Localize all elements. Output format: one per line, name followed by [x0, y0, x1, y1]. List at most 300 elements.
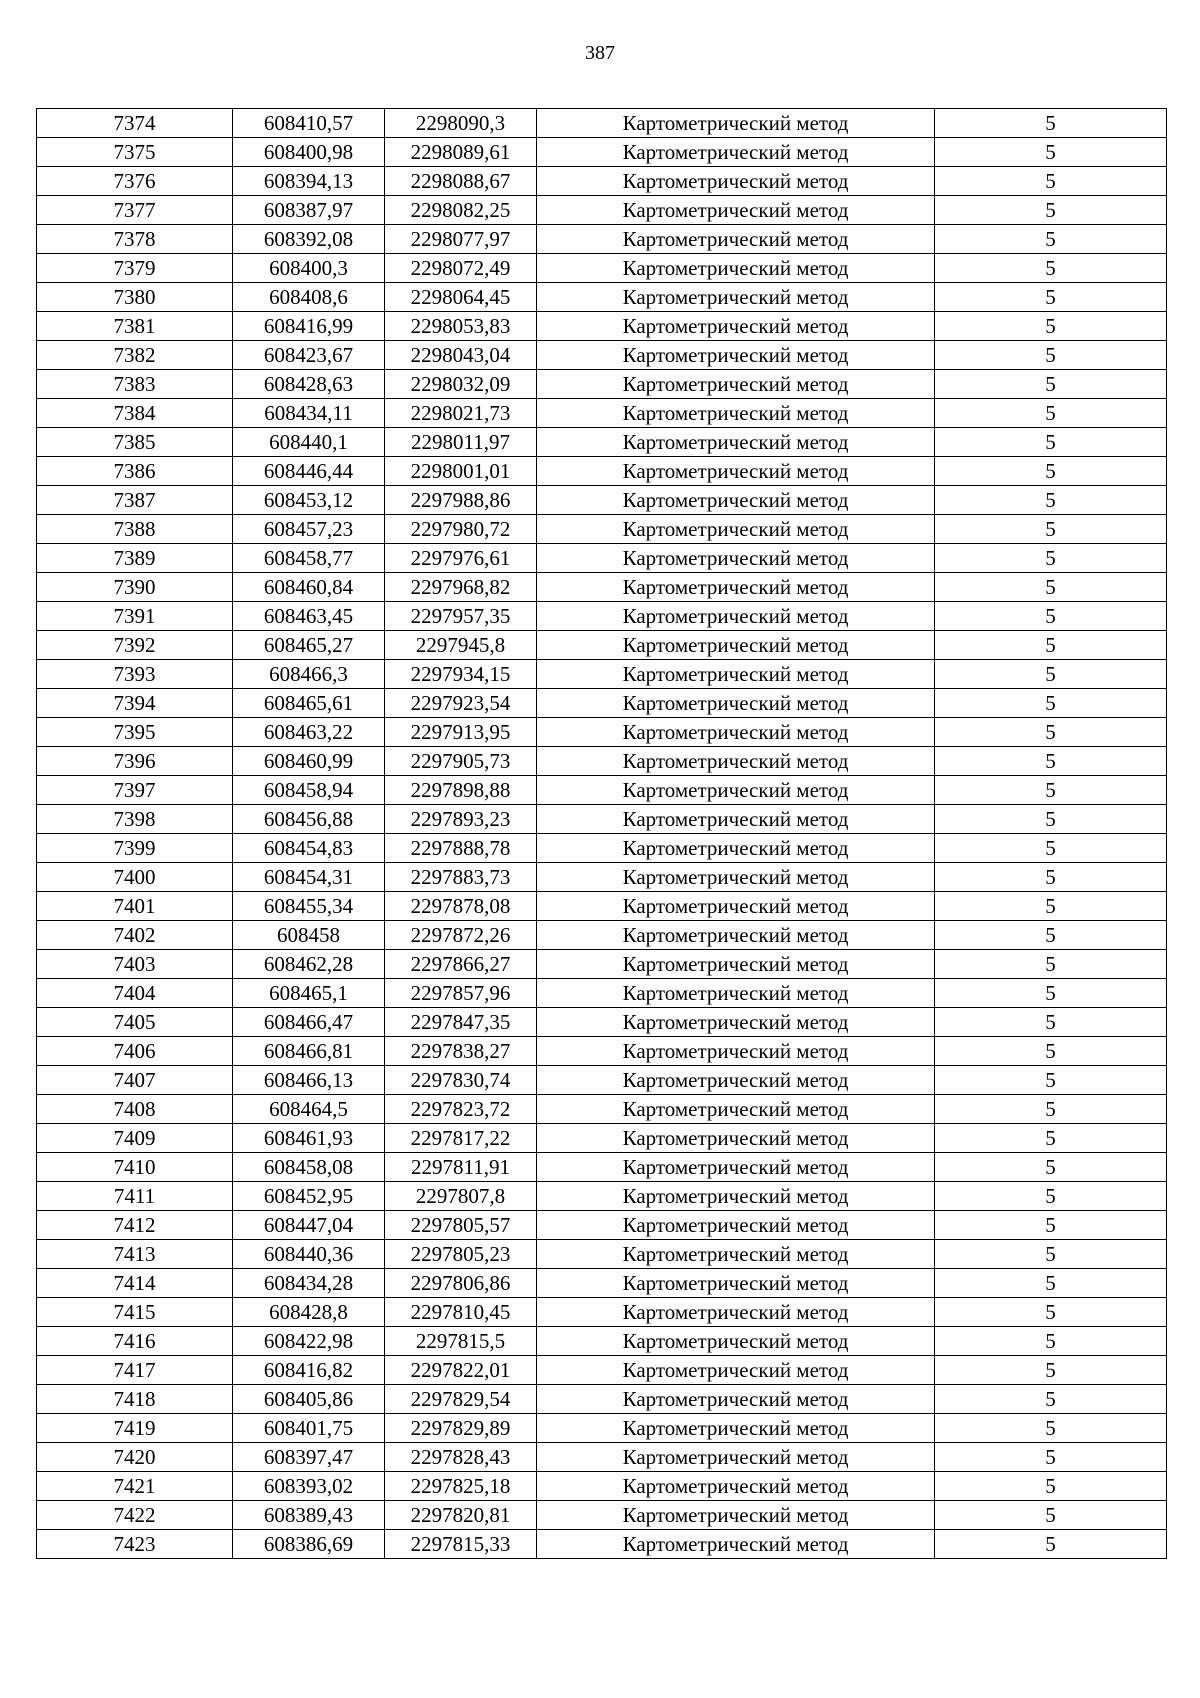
accuracy-cell: 5	[935, 486, 1167, 515]
accuracy-cell: 5	[935, 1414, 1167, 1443]
y-coordinate-cell: 2298043,04	[385, 341, 537, 370]
y-coordinate-cell: 2297823,72	[385, 1095, 537, 1124]
method-cell: Картометрический метод	[537, 921, 935, 950]
y-coordinate-cell: 2297829,54	[385, 1385, 537, 1414]
point-number-cell: 7384	[37, 399, 233, 428]
accuracy-cell: 5	[935, 1501, 1167, 1530]
x-coordinate-cell: 608386,69	[233, 1530, 385, 1559]
method-cell: Картометрический метод	[537, 1298, 935, 1327]
x-coordinate-cell: 608460,84	[233, 573, 385, 602]
point-number-cell: 7401	[37, 892, 233, 921]
table-row	[37, 1298, 1167, 1327]
accuracy-cell: 5	[935, 428, 1167, 457]
table-row	[37, 1240, 1167, 1269]
method-cell: Картометрический метод	[537, 1356, 935, 1385]
y-coordinate-cell: 2297829,89	[385, 1414, 537, 1443]
y-coordinate-cell: 2298082,25	[385, 196, 537, 225]
x-coordinate-cell: 608465,27	[233, 631, 385, 660]
y-coordinate-cell: 2297815,5	[385, 1327, 537, 1356]
x-coordinate-cell: 608453,12	[233, 486, 385, 515]
accuracy-cell: 5	[935, 1153, 1167, 1182]
method-cell: Картометрический метод	[537, 834, 935, 863]
point-number-cell: 7412	[37, 1211, 233, 1240]
y-coordinate-cell: 2297805,57	[385, 1211, 537, 1240]
method-cell: Картометрический метод	[537, 138, 935, 167]
table-row	[37, 689, 1167, 718]
point-number-cell: 7375	[37, 138, 233, 167]
method-cell: Картометрический метод	[537, 428, 935, 457]
table-row	[37, 225, 1167, 254]
point-number-cell: 7400	[37, 863, 233, 892]
method-cell: Картометрический метод	[537, 1211, 935, 1240]
method-cell: Картометрический метод	[537, 660, 935, 689]
point-number-cell: 7390	[37, 573, 233, 602]
y-coordinate-cell: 2297872,26	[385, 921, 537, 950]
y-coordinate-cell: 2298011,97	[385, 428, 537, 457]
y-coordinate-cell: 2297805,23	[385, 1240, 537, 1269]
accuracy-cell: 5	[935, 1298, 1167, 1327]
table-row	[37, 109, 1167, 138]
x-coordinate-cell: 608447,04	[233, 1211, 385, 1240]
method-cell: Картометрический метод	[537, 747, 935, 776]
x-coordinate-cell: 608452,95	[233, 1182, 385, 1211]
table-row	[37, 1037, 1167, 1066]
method-cell: Картометрический метод	[537, 1385, 935, 1414]
x-coordinate-cell: 608428,63	[233, 370, 385, 399]
y-coordinate-cell: 2297923,54	[385, 689, 537, 718]
accuracy-cell: 5	[935, 544, 1167, 573]
accuracy-cell: 5	[935, 950, 1167, 979]
y-coordinate-cell: 2297857,96	[385, 979, 537, 1008]
point-number-cell: 7395	[37, 718, 233, 747]
y-coordinate-cell: 2297866,27	[385, 950, 537, 979]
coordinates-table-body	[37, 109, 1167, 1559]
x-coordinate-cell: 608389,43	[233, 1501, 385, 1530]
method-cell: Картометрический метод	[537, 1443, 935, 1472]
y-coordinate-cell: 2297820,81	[385, 1501, 537, 1530]
x-coordinate-cell: 608458,77	[233, 544, 385, 573]
y-coordinate-cell: 2297807,8	[385, 1182, 537, 1211]
x-coordinate-cell: 608463,22	[233, 718, 385, 747]
x-coordinate-cell: 608428,8	[233, 1298, 385, 1327]
table-row	[37, 544, 1167, 573]
accuracy-cell: 5	[935, 254, 1167, 283]
y-coordinate-cell: 2297838,27	[385, 1037, 537, 1066]
table-row	[37, 312, 1167, 341]
table-row	[37, 718, 1167, 747]
x-coordinate-cell: 608466,81	[233, 1037, 385, 1066]
method-cell: Картометрический метод	[537, 370, 935, 399]
table-row	[37, 1269, 1167, 1298]
accuracy-cell: 5	[935, 921, 1167, 950]
point-number-cell: 7388	[37, 515, 233, 544]
table-row	[37, 1530, 1167, 1559]
table-row	[37, 1066, 1167, 1095]
point-number-cell: 7406	[37, 1037, 233, 1066]
point-number-cell: 7403	[37, 950, 233, 979]
accuracy-cell: 5	[935, 863, 1167, 892]
method-cell: Картометрический метод	[537, 1008, 935, 1037]
point-number-cell: 7389	[37, 544, 233, 573]
accuracy-cell: 5	[935, 399, 1167, 428]
point-number-cell: 7382	[37, 341, 233, 370]
x-coordinate-cell: 608394,13	[233, 167, 385, 196]
table-row	[37, 341, 1167, 370]
point-number-cell: 7420	[37, 1443, 233, 1472]
method-cell: Картометрический метод	[537, 1182, 935, 1211]
table-row	[37, 892, 1167, 921]
y-coordinate-cell: 2297806,86	[385, 1269, 537, 1298]
accuracy-cell: 5	[935, 370, 1167, 399]
x-coordinate-cell: 608461,93	[233, 1124, 385, 1153]
y-coordinate-cell: 2298090,3	[385, 109, 537, 138]
method-cell: Картометрический метод	[537, 1124, 935, 1153]
y-coordinate-cell: 2297883,73	[385, 863, 537, 892]
y-coordinate-cell: 2297830,74	[385, 1066, 537, 1095]
table-row	[37, 660, 1167, 689]
point-number-cell: 7415	[37, 1298, 233, 1327]
point-number-cell: 7423	[37, 1530, 233, 1559]
accuracy-cell: 5	[935, 1443, 1167, 1472]
x-coordinate-cell: 608458	[233, 921, 385, 950]
table-row	[37, 1211, 1167, 1240]
method-cell: Картометрический метод	[537, 1153, 935, 1182]
table-row	[37, 1414, 1167, 1443]
point-number-cell: 7396	[37, 747, 233, 776]
y-coordinate-cell: 2297913,95	[385, 718, 537, 747]
accuracy-cell: 5	[935, 718, 1167, 747]
accuracy-cell: 5	[935, 1240, 1167, 1269]
point-number-cell: 7397	[37, 776, 233, 805]
method-cell: Картометрический метод	[537, 1530, 935, 1559]
method-cell: Картометрический метод	[537, 573, 935, 602]
accuracy-cell: 5	[935, 573, 1167, 602]
x-coordinate-cell: 608410,57	[233, 109, 385, 138]
table-row	[37, 196, 1167, 225]
y-coordinate-cell: 2297934,15	[385, 660, 537, 689]
table-row	[37, 834, 1167, 863]
x-coordinate-cell: 608465,61	[233, 689, 385, 718]
table-row	[37, 921, 1167, 950]
accuracy-cell: 5	[935, 109, 1167, 138]
y-coordinate-cell: 2298089,61	[385, 138, 537, 167]
method-cell: Картометрический метод	[537, 1037, 935, 1066]
y-coordinate-cell: 2297810,45	[385, 1298, 537, 1327]
point-number-cell: 7407	[37, 1066, 233, 1095]
point-number-cell: 7414	[37, 1269, 233, 1298]
table-row	[37, 1124, 1167, 1153]
method-cell: Картометрический метод	[537, 225, 935, 254]
table-row	[37, 747, 1167, 776]
y-coordinate-cell: 2297815,33	[385, 1530, 537, 1559]
table-row	[37, 573, 1167, 602]
x-coordinate-cell: 608440,1	[233, 428, 385, 457]
method-cell: Картометрический метод	[537, 399, 935, 428]
y-coordinate-cell: 2298001,01	[385, 457, 537, 486]
method-cell: Картометрический метод	[537, 805, 935, 834]
table-row	[37, 631, 1167, 660]
table-row	[37, 167, 1167, 196]
point-number-cell: 7402	[37, 921, 233, 950]
x-coordinate-cell: 608464,5	[233, 1095, 385, 1124]
method-cell: Картометрический метод	[537, 283, 935, 312]
y-coordinate-cell: 2298072,49	[385, 254, 537, 283]
x-coordinate-cell: 608393,02	[233, 1472, 385, 1501]
y-coordinate-cell: 2297980,72	[385, 515, 537, 544]
table-row	[37, 254, 1167, 283]
method-cell: Картометрический метод	[537, 544, 935, 573]
x-coordinate-cell: 608392,08	[233, 225, 385, 254]
x-coordinate-cell: 608466,13	[233, 1066, 385, 1095]
point-number-cell: 7404	[37, 979, 233, 1008]
accuracy-cell: 5	[935, 1327, 1167, 1356]
accuracy-cell: 5	[935, 1356, 1167, 1385]
table-row	[37, 515, 1167, 544]
method-cell: Картометрический метод	[537, 457, 935, 486]
accuracy-cell: 5	[935, 341, 1167, 370]
x-coordinate-cell: 608454,83	[233, 834, 385, 863]
table-row	[37, 1385, 1167, 1414]
table-row	[37, 863, 1167, 892]
method-cell: Картометрический метод	[537, 1095, 935, 1124]
y-coordinate-cell: 2297822,01	[385, 1356, 537, 1385]
table-row	[37, 486, 1167, 515]
method-cell: Картометрический метод	[537, 950, 935, 979]
y-coordinate-cell: 2297898,88	[385, 776, 537, 805]
page-number: 387	[585, 42, 615, 64]
accuracy-cell: 5	[935, 979, 1167, 1008]
y-coordinate-cell: 2298088,67	[385, 167, 537, 196]
accuracy-cell: 5	[935, 1385, 1167, 1414]
method-cell: Картометрический метод	[537, 863, 935, 892]
x-coordinate-cell: 608457,23	[233, 515, 385, 544]
accuracy-cell: 5	[935, 602, 1167, 631]
point-number-cell: 7417	[37, 1356, 233, 1385]
accuracy-cell: 5	[935, 312, 1167, 341]
y-coordinate-cell: 2298053,83	[385, 312, 537, 341]
table-row	[37, 1008, 1167, 1037]
accuracy-cell: 5	[935, 1530, 1167, 1559]
accuracy-cell: 5	[935, 689, 1167, 718]
method-cell: Картометрический метод	[537, 1414, 935, 1443]
point-number-cell: 7408	[37, 1095, 233, 1124]
y-coordinate-cell: 2297905,73	[385, 747, 537, 776]
table-row	[37, 457, 1167, 486]
point-number-cell: 7416	[37, 1327, 233, 1356]
x-coordinate-cell: 608400,3	[233, 254, 385, 283]
accuracy-cell: 5	[935, 167, 1167, 196]
accuracy-cell: 5	[935, 631, 1167, 660]
accuracy-cell: 5	[935, 196, 1167, 225]
method-cell: Картометрический метод	[537, 1269, 935, 1298]
x-coordinate-cell: 608460,99	[233, 747, 385, 776]
x-coordinate-cell: 608423,67	[233, 341, 385, 370]
y-coordinate-cell: 2297893,23	[385, 805, 537, 834]
table-row	[37, 776, 1167, 805]
y-coordinate-cell: 2297847,35	[385, 1008, 537, 1037]
accuracy-cell: 5	[935, 1211, 1167, 1240]
method-cell: Картометрический метод	[537, 196, 935, 225]
table-row	[37, 1501, 1167, 1530]
point-number-cell: 7379	[37, 254, 233, 283]
method-cell: Картометрический метод	[537, 689, 935, 718]
method-cell: Картометрический метод	[537, 776, 935, 805]
point-number-cell: 7394	[37, 689, 233, 718]
method-cell: Картометрический метод	[537, 1240, 935, 1269]
table-row	[37, 950, 1167, 979]
point-number-cell: 7405	[37, 1008, 233, 1037]
accuracy-cell: 5	[935, 776, 1167, 805]
point-number-cell: 7378	[37, 225, 233, 254]
accuracy-cell: 5	[935, 1095, 1167, 1124]
accuracy-cell: 5	[935, 805, 1167, 834]
point-number-cell: 7411	[37, 1182, 233, 1211]
accuracy-cell: 5	[935, 283, 1167, 312]
accuracy-cell: 5	[935, 1124, 1167, 1153]
method-cell: Картометрический метод	[537, 602, 935, 631]
method-cell: Картометрический метод	[537, 1501, 935, 1530]
accuracy-cell: 5	[935, 1182, 1167, 1211]
x-coordinate-cell: 608455,34	[233, 892, 385, 921]
accuracy-cell: 5	[935, 225, 1167, 254]
table-row	[37, 370, 1167, 399]
point-number-cell: 7410	[37, 1153, 233, 1182]
method-cell: Картометрический метод	[537, 486, 935, 515]
accuracy-cell: 5	[935, 1066, 1167, 1095]
point-number-cell: 7385	[37, 428, 233, 457]
x-coordinate-cell: 608462,28	[233, 950, 385, 979]
y-coordinate-cell: 2297828,43	[385, 1443, 537, 1472]
method-cell: Картометрический метод	[537, 892, 935, 921]
point-number-cell: 7419	[37, 1414, 233, 1443]
x-coordinate-cell: 608387,97	[233, 196, 385, 225]
y-coordinate-cell: 2297888,78	[385, 834, 537, 863]
table-row	[37, 1327, 1167, 1356]
x-coordinate-cell: 608465,1	[233, 979, 385, 1008]
point-number-cell: 7398	[37, 805, 233, 834]
y-coordinate-cell: 2297825,18	[385, 1472, 537, 1501]
x-coordinate-cell: 608422,98	[233, 1327, 385, 1356]
table-row	[37, 283, 1167, 312]
x-coordinate-cell: 608434,11	[233, 399, 385, 428]
accuracy-cell: 5	[935, 138, 1167, 167]
coordinates-table	[36, 108, 1167, 1559]
table-row	[37, 1153, 1167, 1182]
x-coordinate-cell: 608466,47	[233, 1008, 385, 1037]
method-cell: Картометрический метод	[537, 109, 935, 138]
method-cell: Картометрический метод	[537, 341, 935, 370]
table-row	[37, 979, 1167, 1008]
x-coordinate-cell: 608434,28	[233, 1269, 385, 1298]
table-row	[37, 1182, 1167, 1211]
x-coordinate-cell: 608446,44	[233, 457, 385, 486]
point-number-cell: 7422	[37, 1501, 233, 1530]
y-coordinate-cell: 2297878,08	[385, 892, 537, 921]
y-coordinate-cell: 2297817,22	[385, 1124, 537, 1153]
point-number-cell: 7376	[37, 167, 233, 196]
x-coordinate-cell: 608401,75	[233, 1414, 385, 1443]
point-number-cell: 7399	[37, 834, 233, 863]
table-row	[37, 138, 1167, 167]
x-coordinate-cell: 608454,31	[233, 863, 385, 892]
accuracy-cell: 5	[935, 747, 1167, 776]
x-coordinate-cell: 608466,3	[233, 660, 385, 689]
accuracy-cell: 5	[935, 834, 1167, 863]
point-number-cell: 7374	[37, 109, 233, 138]
x-coordinate-cell: 608458,08	[233, 1153, 385, 1182]
accuracy-cell: 5	[935, 1008, 1167, 1037]
point-number-cell: 7418	[37, 1385, 233, 1414]
accuracy-cell: 5	[935, 1037, 1167, 1066]
table-row	[37, 1356, 1167, 1385]
y-coordinate-cell: 2297988,86	[385, 486, 537, 515]
accuracy-cell: 5	[935, 457, 1167, 486]
table-row	[37, 805, 1167, 834]
point-number-cell: 7387	[37, 486, 233, 515]
x-coordinate-cell: 608456,88	[233, 805, 385, 834]
y-coordinate-cell: 2297945,8	[385, 631, 537, 660]
accuracy-cell: 5	[935, 1472, 1167, 1501]
x-coordinate-cell: 608416,82	[233, 1356, 385, 1385]
accuracy-cell: 5	[935, 892, 1167, 921]
point-number-cell: 7383	[37, 370, 233, 399]
y-coordinate-cell: 2297957,35	[385, 602, 537, 631]
x-coordinate-cell: 608397,47	[233, 1443, 385, 1472]
table-row	[37, 399, 1167, 428]
y-coordinate-cell: 2298021,73	[385, 399, 537, 428]
point-number-cell: 7386	[37, 457, 233, 486]
method-cell: Картометрический метод	[537, 515, 935, 544]
table-row	[37, 1443, 1167, 1472]
table-row	[37, 602, 1167, 631]
point-number-cell: 7381	[37, 312, 233, 341]
point-number-cell: 7421	[37, 1472, 233, 1501]
point-number-cell: 7409	[37, 1124, 233, 1153]
y-coordinate-cell: 2298064,45	[385, 283, 537, 312]
point-number-cell: 7391	[37, 602, 233, 631]
x-coordinate-cell: 608416,99	[233, 312, 385, 341]
x-coordinate-cell: 608405,86	[233, 1385, 385, 1414]
x-coordinate-cell: 608463,45	[233, 602, 385, 631]
x-coordinate-cell: 608408,6	[233, 283, 385, 312]
method-cell: Картометрический метод	[537, 1066, 935, 1095]
x-coordinate-cell: 608440,36	[233, 1240, 385, 1269]
accuracy-cell: 5	[935, 515, 1167, 544]
x-coordinate-cell: 608458,94	[233, 776, 385, 805]
method-cell: Картометрический метод	[537, 718, 935, 747]
method-cell: Картометрический метод	[537, 167, 935, 196]
point-number-cell: 7377	[37, 196, 233, 225]
point-number-cell: 7413	[37, 1240, 233, 1269]
y-coordinate-cell: 2297976,61	[385, 544, 537, 573]
table-row	[37, 428, 1167, 457]
point-number-cell: 7393	[37, 660, 233, 689]
point-number-cell: 7392	[37, 631, 233, 660]
method-cell: Картометрический метод	[537, 631, 935, 660]
y-coordinate-cell: 2297968,82	[385, 573, 537, 602]
method-cell: Картометрический метод	[537, 312, 935, 341]
accuracy-cell: 5	[935, 660, 1167, 689]
y-coordinate-cell: 2298032,09	[385, 370, 537, 399]
method-cell: Картометрический метод	[537, 1472, 935, 1501]
accuracy-cell: 5	[935, 1269, 1167, 1298]
method-cell: Картометрический метод	[537, 254, 935, 283]
method-cell: Картометрический метод	[537, 1327, 935, 1356]
method-cell: Картометрический метод	[537, 979, 935, 1008]
y-coordinate-cell: 2298077,97	[385, 225, 537, 254]
x-coordinate-cell: 608400,98	[233, 138, 385, 167]
y-coordinate-cell: 2297811,91	[385, 1153, 537, 1182]
